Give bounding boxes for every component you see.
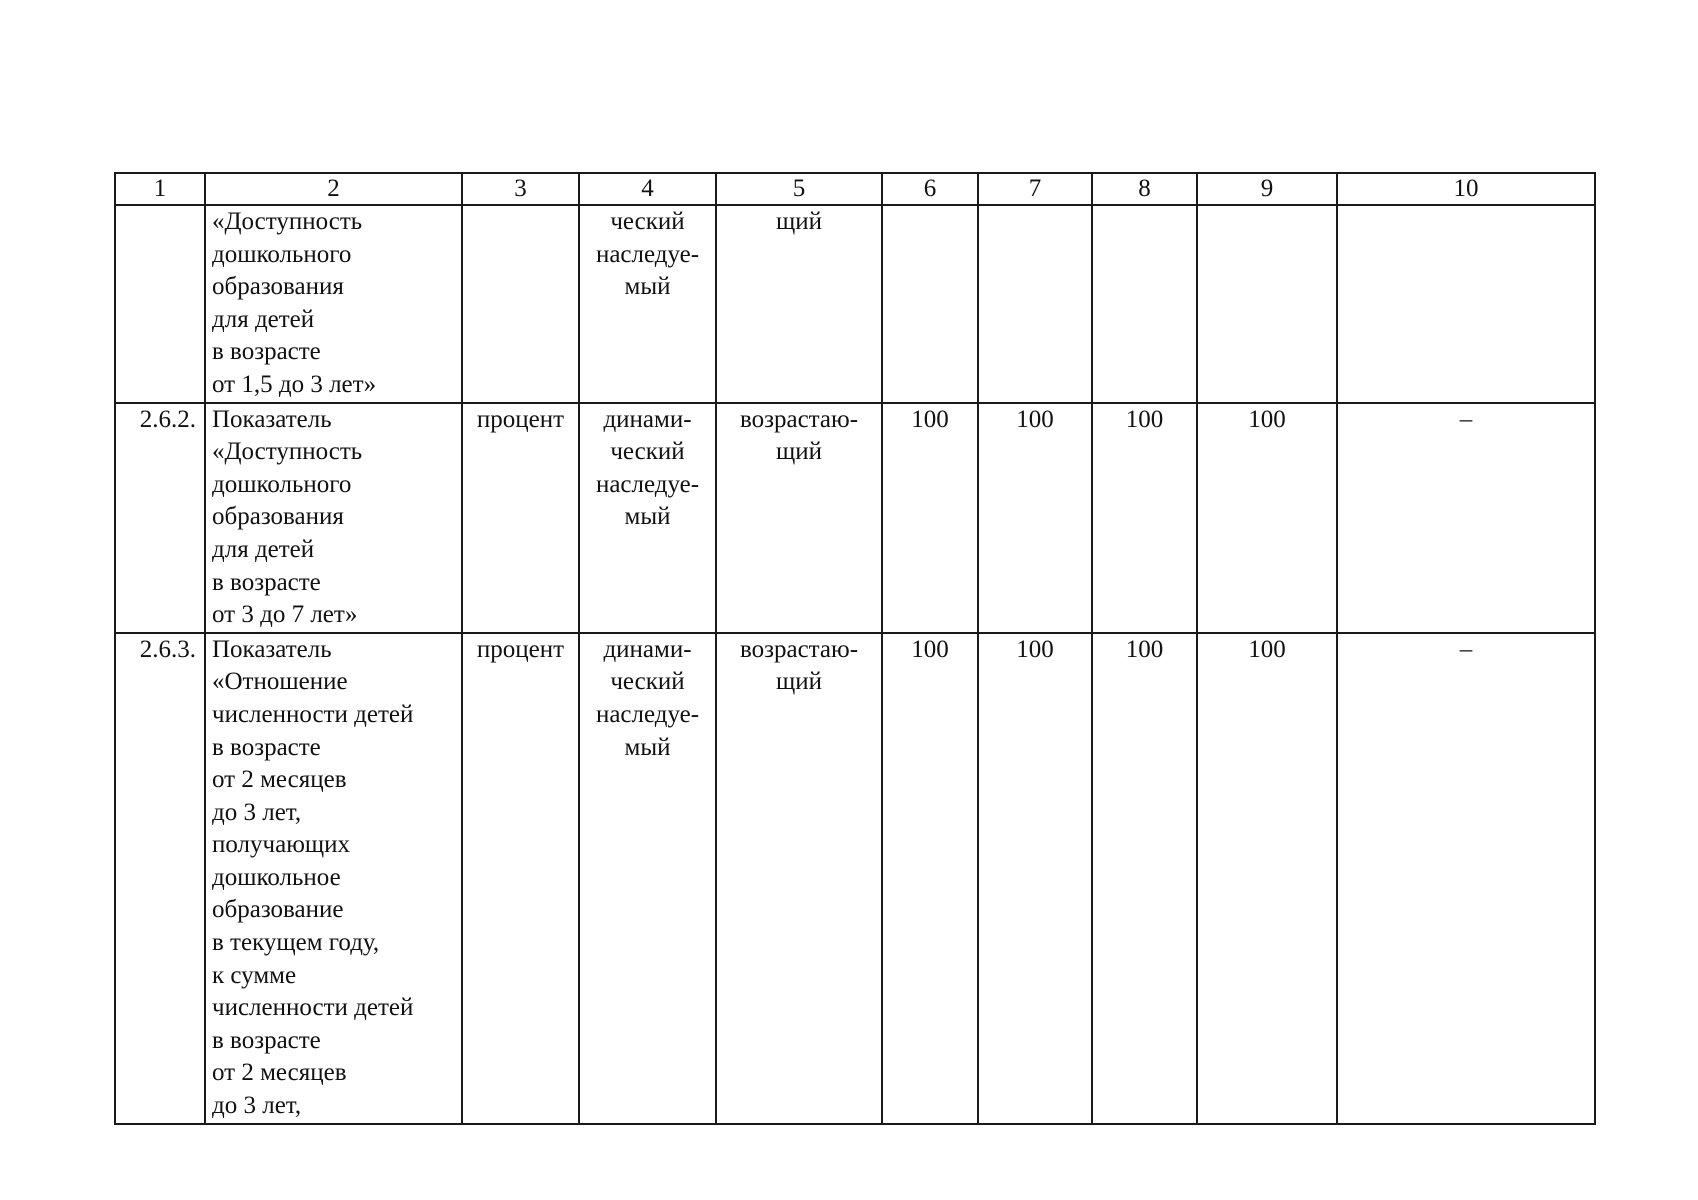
value-cell (1092, 205, 1197, 403)
value-cell: 100 (1197, 403, 1337, 633)
column-number: 9 (1197, 173, 1337, 205)
indicator-direction: возрастаю- щий (716, 633, 882, 1124)
indicator-table (114, 172, 1596, 1125)
column-number: 3 (462, 173, 579, 205)
table-row (115, 633, 1595, 1124)
value-cell: 100 (1092, 633, 1197, 1124)
indicator-name: Показатель «Отношение численности детей в возрасте от 2 месяцев до 3 лет, получающих дошкольное образование в текущем году, к сумме численности детей в возрасте от 2 месяцев до 3 лет, (205, 633, 462, 1124)
column-number-row (115, 173, 1595, 205)
value-cell: 100 (1197, 633, 1337, 1124)
column-number: 7 (978, 173, 1092, 205)
indicator-direction: щий (716, 205, 882, 403)
note-cell: – (1337, 633, 1595, 1124)
unit-cell (462, 205, 579, 403)
indicator-name: «Доступность дошкольного образования для детей в возрасте от 1,5 до 3 лет» (205, 205, 462, 403)
indicator-type: динами- ческий наследуе- мый (579, 633, 716, 1124)
value-cell (978, 205, 1092, 403)
row-number: 2.6.2. (115, 403, 205, 633)
column-number: 2 (205, 173, 462, 205)
value-cell: 100 (1092, 403, 1197, 633)
column-number: 6 (882, 173, 978, 205)
value-cell: 100 (882, 633, 978, 1124)
column-number: 8 (1092, 173, 1197, 205)
value-cell: 100 (882, 403, 978, 633)
column-number: 4 (579, 173, 716, 205)
note-cell (1337, 205, 1595, 403)
table-row (115, 403, 1595, 633)
unit-cell: процент (462, 403, 579, 633)
unit-cell: процент (462, 633, 579, 1124)
value-cell (882, 205, 978, 403)
table-row (115, 205, 1595, 403)
value-cell: 100 (978, 403, 1092, 633)
indicator-name: Показатель «Доступность дошкольного образования для детей в возрасте от 3 до 7 лет» (205, 403, 462, 633)
value-cell: 100 (978, 633, 1092, 1124)
indicator-type: динами- ческий наследуе- мый (579, 403, 716, 633)
value-cell (1197, 205, 1337, 403)
column-number: 5 (716, 173, 882, 205)
indicator-direction: возрастаю- щий (716, 403, 882, 633)
column-number: 1 (115, 173, 205, 205)
note-cell: – (1337, 403, 1595, 633)
row-number: 2.6.3. (115, 633, 205, 1124)
row-number (115, 205, 205, 403)
indicator-type: ческий наследуе- мый (579, 205, 716, 403)
column-number: 10 (1337, 173, 1595, 205)
